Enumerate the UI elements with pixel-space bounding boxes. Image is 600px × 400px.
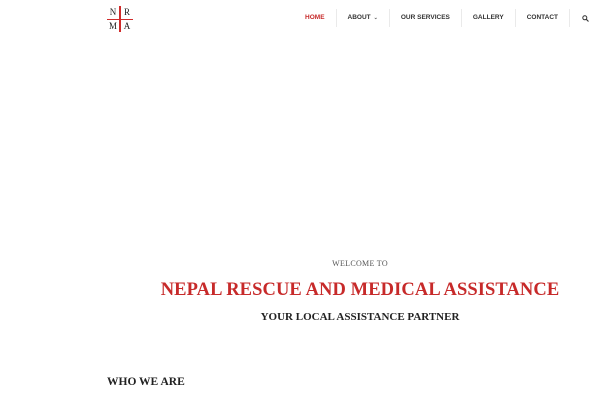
nav-item-label: ABOUT <box>347 14 371 21</box>
hero-welcome-text: WELCOME TO <box>332 259 388 268</box>
logo-letter: R <box>123 7 130 17</box>
chevron-down-icon: ⌄ <box>373 15 378 21</box>
logo-letter: A <box>123 21 131 31</box>
logo-letter: M <box>108 21 117 31</box>
nav-item-label: GALLERY <box>472 14 504 21</box>
hero-title: NEPAL RESCUE AND MEDICAL ASSISTANCE <box>160 280 560 300</box>
hero-subtitle: YOUR LOCAL ASSISTANCE PARTNER <box>260 311 460 323</box>
logo-letter: N <box>109 7 117 17</box>
who-we-are-heading: WHO WE ARE <box>107 376 185 388</box>
nav-item-label: OUR SERVICES <box>400 14 450 21</box>
nav-item-label: CONTACT <box>526 14 558 21</box>
nav-item-label: HOME <box>305 14 325 21</box>
